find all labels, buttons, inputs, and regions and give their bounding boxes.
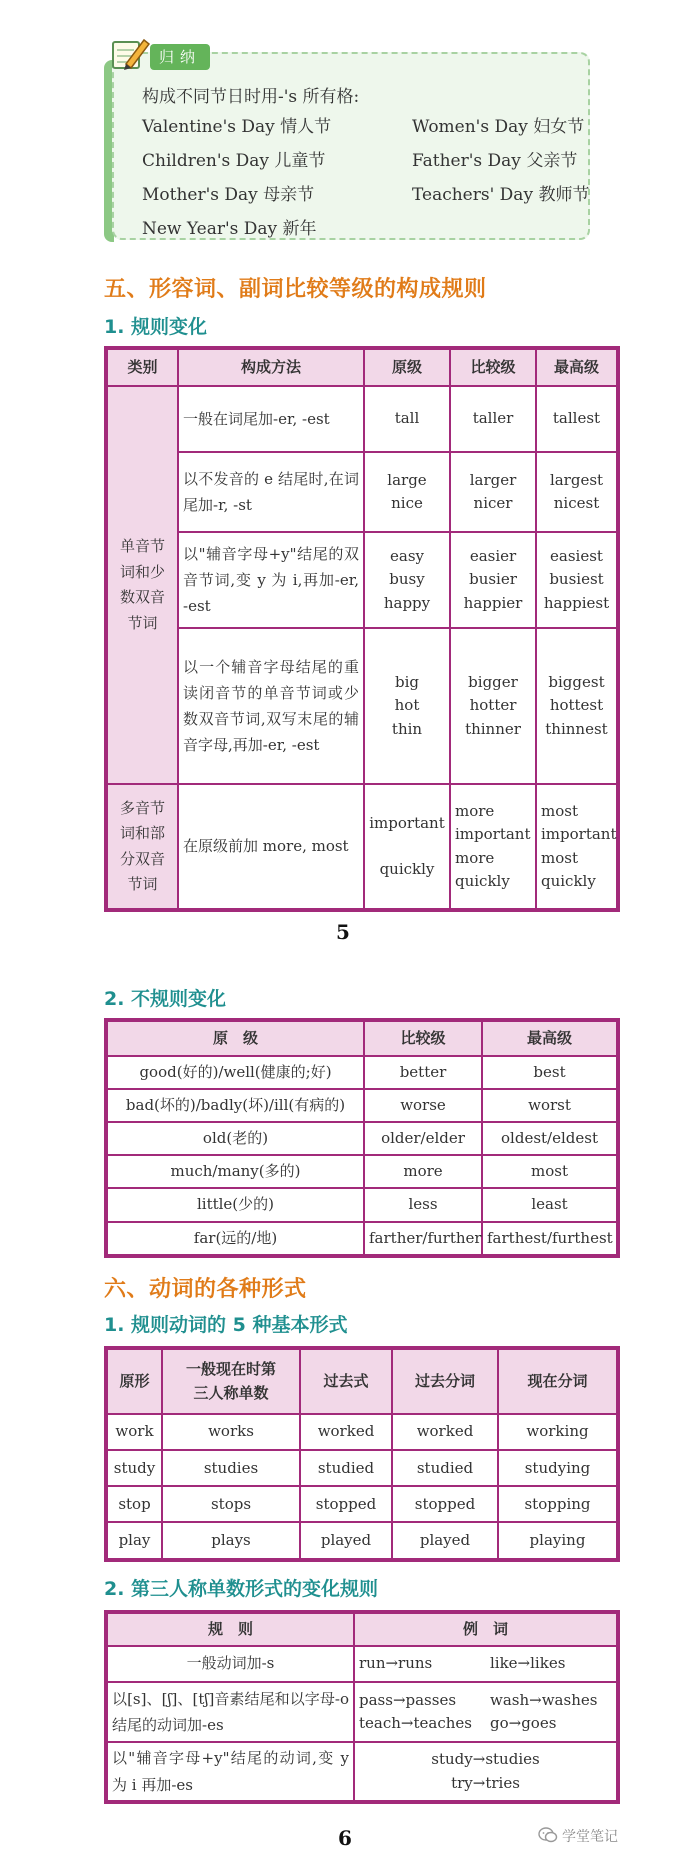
superlative-cell: most important most quickly xyxy=(536,784,618,910)
verb-cell: stopped xyxy=(300,1486,392,1522)
base-cell: easy busy happy xyxy=(364,532,450,628)
header-past-participle: 过去分词 xyxy=(392,1348,498,1414)
header-examples: 例 词 xyxy=(354,1612,618,1646)
page-number-5: 5 xyxy=(336,920,350,944)
base-cell: bad(坏的)/badly(坏)/ill(有病的) xyxy=(106,1089,364,1122)
table-row xyxy=(106,386,618,452)
header-base: 原 级 xyxy=(106,1020,364,1056)
example-cell: wash→washes go→goes xyxy=(486,1682,618,1742)
comparative-cell: older/elder xyxy=(364,1122,482,1155)
base-cell: old(老的) xyxy=(106,1122,364,1155)
comparative-cell: more xyxy=(364,1155,482,1188)
comparative-cell: larger nicer xyxy=(450,452,536,532)
verb-cell: stop xyxy=(106,1486,162,1522)
example-cell: like→likes xyxy=(486,1646,618,1682)
holiday-childrens: Children's Day 儿童节 xyxy=(142,151,326,171)
watermark-text: 学堂笔记 xyxy=(562,1829,618,1845)
rule-cell: 一般动词加-s xyxy=(106,1646,354,1682)
holiday-womens: Women's Day 妇女节 xyxy=(412,117,585,137)
method-cell: 以一个辅音字母结尾的重读闭音节的单音节词或少数双音节词,双写末尾的辅音字母,再加-er, -est xyxy=(178,628,364,784)
example-cell: pass→passes teach→teaches xyxy=(354,1682,486,1742)
table-row xyxy=(106,1122,618,1155)
rule-cell: 以[s]、[ʃ]、[tʃ]音素结尾和以字母-o 结尾的动词加-es xyxy=(106,1682,354,1742)
irregular-comparison-table xyxy=(104,1018,620,1258)
method-cell: 在原级前加 more, most xyxy=(178,784,364,910)
method-cell: 一般在词尾加-er, -est xyxy=(178,386,364,452)
section6-title: 六、动词的各种形式 xyxy=(104,1277,307,1302)
example-cell: study→studies try→tries xyxy=(354,1742,618,1802)
base-cell: much/many(多的) xyxy=(106,1155,364,1188)
comparative-cell: bigger hotter thinner xyxy=(450,628,536,784)
example-cell: run→runs xyxy=(354,1646,486,1682)
section6-sub1-title: 1. 规则动词的 5 种基本形式 xyxy=(104,1314,348,1336)
base-cell: good(好的)/well(健康的;好) xyxy=(106,1056,364,1089)
table-row xyxy=(106,452,618,532)
comparative-cell: worse xyxy=(364,1089,482,1122)
header-third-person: 一般现在时第 三人称单数 xyxy=(162,1348,300,1414)
verb-cell: studied xyxy=(300,1450,392,1486)
table-row xyxy=(106,1522,618,1560)
superlative-cell: least xyxy=(482,1188,618,1221)
table-row xyxy=(106,1682,618,1742)
base-cell: important quickly xyxy=(364,784,450,910)
verb-cell: stopped xyxy=(392,1486,498,1522)
table-row xyxy=(106,1742,618,1802)
base-cell: big hot thin xyxy=(364,628,450,784)
pencil-notepad-icon xyxy=(110,36,152,72)
superlative-cell: farthest/furthest xyxy=(482,1222,618,1256)
header-present-participle: 现在分词 xyxy=(498,1348,618,1414)
holiday-new-year: New Year's Day 新年 xyxy=(142,219,317,239)
holiday-teachers: Teachers' Day 教师节 xyxy=(412,185,590,205)
wechat-watermark-icon xyxy=(538,1826,558,1844)
comparative-cell: easier busier happier xyxy=(450,532,536,628)
verb-cell: played xyxy=(392,1522,498,1560)
header-superlative: 最高级 xyxy=(536,348,618,386)
comparative-cell: less xyxy=(364,1188,482,1221)
page-number-6: 6 xyxy=(338,1826,352,1850)
table-row xyxy=(106,1450,618,1486)
verb-cell: work xyxy=(106,1414,162,1450)
section5-sub1-title: 1. 规则变化 xyxy=(104,316,208,338)
comparative-cell: better xyxy=(364,1056,482,1089)
rule-cell: 以"辅音字母+y"结尾的动词,变 y 为 i 再加-es xyxy=(106,1742,354,1802)
table-row xyxy=(106,1155,618,1188)
header-base: 原级 xyxy=(364,348,450,386)
verb-cell: stops xyxy=(162,1486,300,1522)
third-person-rules-table xyxy=(104,1610,620,1804)
header-method: 构成方法 xyxy=(178,348,364,386)
summary-tag: 归纳 xyxy=(150,44,210,70)
superlative-cell: largest nicest xyxy=(536,452,618,532)
table-row xyxy=(106,532,618,628)
table-row xyxy=(106,1414,618,1450)
regular-verb-forms-table xyxy=(104,1346,620,1562)
verb-cell: worked xyxy=(392,1414,498,1450)
superlative-cell: best xyxy=(482,1056,618,1089)
superlative-cell: tallest xyxy=(536,386,618,452)
category-single-syllable: 单音节 词和少 数双音 节词 xyxy=(106,386,178,784)
superlative-cell: easiest busiest happiest xyxy=(536,532,618,628)
verb-cell: studying xyxy=(498,1450,618,1486)
verb-cell: played xyxy=(300,1522,392,1560)
superlative-cell: most xyxy=(482,1155,618,1188)
verb-cell: play xyxy=(106,1522,162,1560)
base-cell: tall xyxy=(364,386,450,452)
table-row xyxy=(106,1486,618,1522)
table-row xyxy=(106,1188,618,1221)
table-row xyxy=(106,784,618,910)
note-intro: 构成不同节日时用-'s 所有格: xyxy=(142,87,360,107)
header-superlative: 最高级 xyxy=(482,1020,618,1056)
comparative-cell: taller xyxy=(450,386,536,452)
method-cell: 以不发音的 e 结尾时,在词尾加-r, -st xyxy=(178,452,364,532)
verb-cell: studies xyxy=(162,1450,300,1486)
verb-cell: worked xyxy=(300,1414,392,1450)
header-category: 类别 xyxy=(106,348,178,386)
holiday-fathers: Father's Day 父亲节 xyxy=(412,151,578,171)
comparative-cell: more important more quickly xyxy=(450,784,536,910)
base-cell: large nice xyxy=(364,452,450,532)
regular-comparison-table xyxy=(104,346,620,912)
verb-cell: stopping xyxy=(498,1486,618,1522)
header-base-form: 原形 xyxy=(106,1348,162,1414)
base-cell: little(少的) xyxy=(106,1188,364,1221)
table-row xyxy=(106,1646,618,1682)
superlative-cell: biggest hottest thinnest xyxy=(536,628,618,784)
header-rule: 规 则 xyxy=(106,1612,354,1646)
table-row xyxy=(106,1089,618,1122)
section5-sub2-title: 2. 不规则变化 xyxy=(104,988,227,1010)
verb-cell: works xyxy=(162,1414,300,1450)
table-row xyxy=(106,1222,618,1256)
method-cell: 以"辅音字母+y"结尾的双音节词,变 y 为 i,再加-er, -est xyxy=(178,532,364,628)
table-row xyxy=(106,1056,618,1089)
comparative-cell: farther/further xyxy=(364,1222,482,1256)
verb-cell: playing xyxy=(498,1522,618,1560)
holiday-valentines: Valentine's Day 情人节 xyxy=(142,117,332,137)
verb-cell: plays xyxy=(162,1522,300,1560)
superlative-cell: oldest/eldest xyxy=(482,1122,618,1155)
table-header-row xyxy=(106,1020,618,1056)
section5-title: 五、形容词、副词比较等级的构成规则 xyxy=(104,277,487,302)
holiday-mothers: Mother's Day 母亲节 xyxy=(142,185,315,205)
verb-cell: studied xyxy=(392,1450,498,1486)
header-comparative: 比较级 xyxy=(364,1020,482,1056)
verb-cell: study xyxy=(106,1450,162,1486)
table-header-row xyxy=(106,348,618,386)
verb-cell: working xyxy=(498,1414,618,1450)
superlative-cell: worst xyxy=(482,1089,618,1122)
header-past-tense: 过去式 xyxy=(300,1348,392,1414)
header-comparative: 比较级 xyxy=(450,348,536,386)
table-header-row xyxy=(106,1348,618,1414)
base-cell: far(远的/地) xyxy=(106,1222,364,1256)
table-header-row xyxy=(106,1612,618,1646)
section6-sub2-title: 2. 第三人称单数形式的变化规则 xyxy=(104,1578,379,1600)
category-multi-syllable: 多音节 词和部 分双音 节词 xyxy=(106,784,178,910)
table-row xyxy=(106,628,618,784)
